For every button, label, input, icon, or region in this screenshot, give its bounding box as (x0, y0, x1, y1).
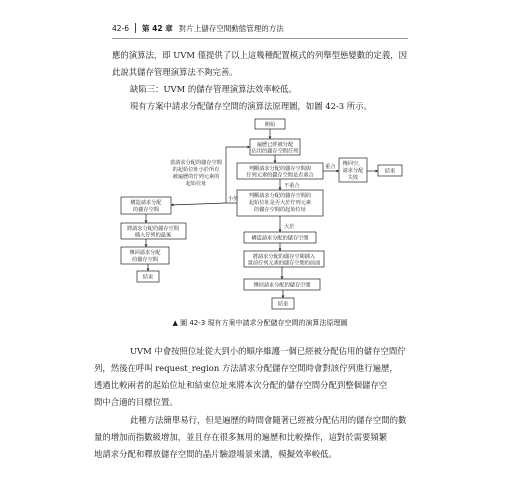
node-fail-line2: 請求分配 (342, 168, 364, 174)
node-return-left-line1: 傳回請求分配 (129, 250, 161, 256)
left-note-line1: 當請求分配的儲存空間 (170, 160, 222, 166)
label-smaller: 小於 (228, 196, 239, 202)
label-overlap: 重合 (325, 164, 336, 170)
node-insert-tail-line2: 插入佇列的最後 (134, 232, 172, 239)
paragraph-5-line-2: 量的增加而指數級增加，並且存在很多無用的遍歷和比較操作，這對於需要頻繁 (94, 432, 388, 442)
paragraph-5-line-3: 地請求分配和釋放儲存空間的晶片驗證場景來講，模擬效率較低。 (94, 449, 337, 459)
label-bigger: 大於 (284, 224, 295, 230)
node-return-left-line2: 的儲存空間 (132, 257, 158, 263)
paragraph-2: 缺陷三：UVM 的儲存管理演算法效率較低。 (130, 84, 297, 94)
left-note-line2: 的起始位址小於所有 (172, 167, 220, 173)
paragraph-5-line-1: 此種方法簡單易行，但是遍歷的時間會隨著已經被分配佔用的儲存空間的數 (130, 415, 407, 425)
label-not-overlap: 不重合 (284, 183, 300, 189)
node-insert-front-line1: 將請求分配的儲存空間插入 (252, 254, 316, 260)
left-note-line4: 起始位址 (185, 181, 207, 187)
paragraph-5 (94, 412, 408, 463)
node-check-start-line2: 起始位址是否大於佇列元素 (248, 200, 312, 206)
node-build-left-line1: 構造請求分配 (130, 200, 162, 206)
paragraph-4 (94, 343, 408, 411)
node-end-right: 結束 (384, 168, 396, 175)
node-build-right: 構造請求分配的儲存空間 (251, 235, 309, 242)
node-fail-line3: 失敗 (347, 175, 359, 181)
paragraph-4-line-2: 列，然後在呼叫 request_region 方法請求分配儲存空間時會對該佇列進行遍歷， (94, 363, 398, 373)
node-end-bottom: 結束 (277, 301, 289, 308)
paragraph-4-line-3: 透過比較兩者的起始位址和結束位址來將本次分配的儲存空間分配到整個儲存空 (94, 380, 388, 390)
node-traverse-line2: 佔用的儲存空間佇列 (251, 148, 299, 155)
page-number: 42-6 (112, 23, 130, 33)
paragraph-4-line-4: 間中合適的目標位置。 (94, 397, 178, 407)
node-insert-tail-line1: 將請求分配的儲存空間 (127, 226, 179, 232)
left-note-line3: 被遍歷的佇列元素的 (172, 174, 220, 180)
node-insert-front-line2: 當前佇列元素的儲存空間的前面 (247, 260, 321, 267)
node-build-left-line2: 的儲存空間 (133, 207, 159, 213)
paragraph-3: 現有方案中請求分配儲存空間的演算法原理圖，如圖 42-3 所示。 (130, 101, 372, 111)
chapter-title: 對片上儲存空間動態管理的方法 (178, 23, 284, 33)
chapter-label: 第 42 章 (142, 23, 173, 33)
paragraph-4-line-1: UVM 中會按照位址從大到小的順序維護一個已經被分配佔用的儲存空間佇 (130, 346, 406, 356)
node-overlap-line1: 判斷請求分配的儲存空間與 (248, 166, 312, 172)
node-check-start-line3: 的儲存空間的起始位址 (254, 207, 306, 213)
paragraph-1-line-1: 應的演算法，即 UVM 僅提供了以上這幾種配置模式的列舉型態變數的定義，因 (112, 50, 408, 60)
node-return-right: 傳回請求分配的儲存空間 (253, 282, 311, 289)
node-check-start-line1: 判斷請求分配的儲存空間的 (248, 193, 312, 199)
node-fail-line1: 傳回空， (342, 161, 364, 167)
node-traverse-line1: 遍歷已經被分配 (256, 142, 294, 148)
node-start: 開始 (264, 122, 276, 128)
paragraph-1-line-2: 此說其儲存管理演算法不夠完善。 (112, 67, 238, 77)
figure-caption: ▲ 圖 42-3 現有方案中請求分配儲存空間的演算法原理圖 (172, 319, 348, 327)
node-end-left: 結束 (142, 274, 154, 281)
node-overlap-line2: 佇列元素的儲存空間是否重合 (246, 172, 314, 179)
